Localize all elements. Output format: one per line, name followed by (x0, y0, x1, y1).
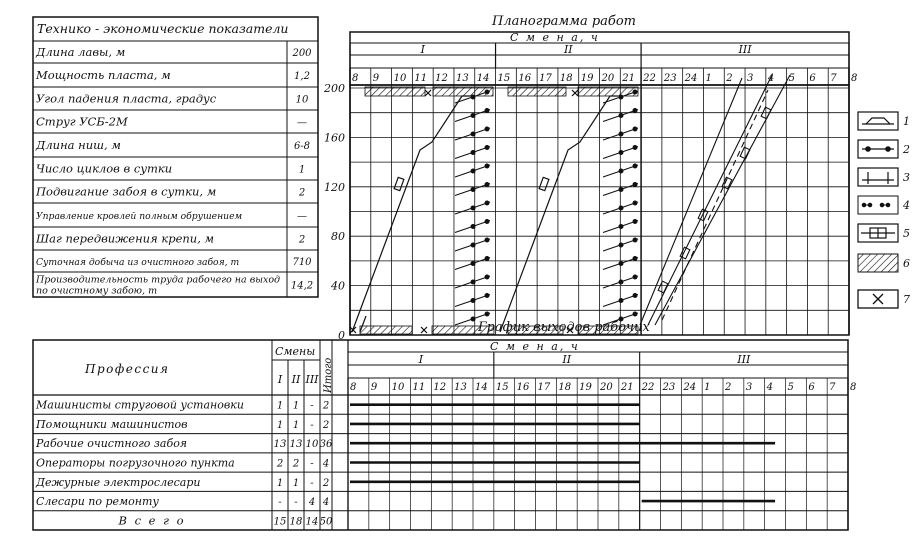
tep-row-value: 10 (295, 94, 309, 106)
sched-hour-label: 12 (433, 382, 447, 393)
plan-hour-label: 13 (455, 73, 469, 84)
tep-row-value: 2 (298, 187, 306, 199)
total-count: 2 (322, 419, 330, 431)
legend-number: 4 (903, 199, 910, 212)
shift-count: - (310, 477, 314, 489)
shift-count: 1 (276, 419, 284, 431)
plan-hour-label: 18 (559, 73, 573, 84)
niche-hatches (360, 87, 638, 334)
legend-number: 2 (903, 143, 910, 156)
sched-hour-label: 5 (787, 382, 794, 393)
shift-count: - (310, 419, 314, 431)
total-count: 50 (319, 516, 333, 528)
plan-hour-label: 16 (518, 73, 532, 84)
shift-count: 1 (292, 419, 300, 431)
legend-icon-plough (858, 112, 898, 130)
sched-shift-col: III (305, 373, 319, 386)
sched-hour-label: 1 (704, 382, 711, 393)
plan-y-tick: 0 (338, 329, 345, 342)
legend-icon-hatch (858, 254, 898, 272)
sched-hour-label: 8 (350, 382, 357, 393)
sched-hour-label: 16 (516, 382, 530, 393)
shift-count: - (278, 497, 282, 509)
sched-hour-label: 24 (683, 382, 697, 393)
planogram-title: Планограмма работ (492, 14, 636, 29)
plan-hour-label: 4 (767, 73, 775, 84)
plan-y-tick: 200 (324, 82, 345, 95)
shift-count: - (294, 497, 298, 509)
tep-row-label: Мощность пласта, м (36, 68, 171, 82)
total-count: 4 (322, 497, 330, 509)
sched-hour-label: 4 (766, 382, 774, 393)
shift-count: 18 (289, 516, 303, 528)
sched-hour-label: 2 (725, 382, 732, 393)
worker-schedule (33, 320, 856, 530)
total-count: 2 (322, 400, 330, 412)
tep-row-value: 1,2 (294, 71, 310, 82)
sched-hour-label: 11 (412, 382, 426, 393)
tep-row-label: Суточная добыча из очистного забоя, т (36, 257, 240, 268)
tep-row-label: Угол падения пласта, градус (36, 91, 217, 106)
shift-count: 10 (305, 439, 319, 451)
sched-shift-label: II (562, 353, 572, 366)
legend (858, 112, 910, 308)
smeny-header: Смены (275, 345, 316, 358)
plan-hour-label: 2 (726, 73, 733, 84)
tep-row-label: Длина ниш, м (36, 138, 121, 152)
shift-count: 4 (308, 497, 316, 509)
plan-hour-label: 8 (352, 73, 359, 84)
planogram-smena-label: С м е н а, ч (510, 31, 600, 44)
sched-hour-label: 13 (454, 382, 467, 393)
planogram (323, 14, 857, 342)
tep-row-value: — (297, 211, 307, 222)
sched-shift-col: I (277, 373, 283, 386)
shift-count: 14 (305, 516, 319, 528)
plan-hour-label: 15 (497, 73, 511, 84)
sched-hour-label: 18 (558, 382, 572, 393)
shift-count: - (310, 458, 314, 470)
profession-name: Операторы погрузочного пункта (36, 456, 235, 470)
sched-shift-col: II (291, 373, 301, 386)
plan-hour-label: 3 (747, 73, 754, 84)
legend-icon-support (858, 168, 898, 186)
total-count: 2 (322, 477, 330, 489)
profession-name: Слесари по ремонту (36, 495, 159, 509)
shift-count: 1 (292, 477, 300, 489)
plan-hour-label: 22 (643, 73, 656, 84)
plan-hour-label: 1 (705, 73, 712, 84)
sched-hour-label: 17 (537, 382, 551, 393)
tep-row-value: 1 (298, 164, 306, 176)
shift-count: - (310, 400, 314, 412)
plan-shift-label: I (420, 43, 425, 56)
sched-hour-label: 21 (620, 382, 634, 393)
plan-y-tick: 160 (324, 131, 345, 145)
profession-name: Машинисты струговой установки (36, 398, 244, 412)
tep-row-value: 6-8 (293, 141, 311, 152)
plan-hour-label: 5 (788, 73, 795, 84)
schedule-title: График выходов рабочих (478, 320, 650, 335)
profession-header: Профессия (85, 362, 170, 376)
tep-row-value: 200 (292, 48, 312, 59)
sched-hour-label: 8 (850, 382, 857, 393)
legend-number: 3 (903, 171, 910, 184)
shift-count: 1 (292, 400, 300, 412)
sched-hour-label: 15 (495, 382, 509, 393)
legend-number: 6 (903, 257, 910, 270)
sched-hour-label: 3 (745, 382, 753, 393)
plan-hour-label: 8 (851, 73, 858, 84)
plan-hour-label: 7 (830, 73, 837, 84)
legend-number: 7 (903, 293, 910, 306)
tep-title: Технико - экономические показатели (37, 21, 289, 36)
plan-y-tick: 120 (324, 180, 345, 194)
plan-hour-label: 19 (580, 73, 594, 84)
legend-icon-cross (858, 290, 898, 308)
plan-hour-label: 6 (809, 73, 816, 84)
plan-hour-label: 24 (684, 73, 698, 84)
tep-row-label: Струг УСБ-2М (36, 114, 128, 129)
tep-table (33, 17, 318, 297)
total-row-label: В с е г о (118, 513, 186, 528)
plan-hour-label: 14 (476, 73, 490, 84)
sched-shift-label: III (737, 353, 751, 366)
sched-hour-label: 23 (662, 382, 676, 393)
shift-count: 1 (276, 400, 284, 412)
plan-hour-label: 21 (622, 73, 636, 84)
plan-shift-label: II (563, 43, 573, 56)
plan-hour-label: 23 (663, 73, 677, 84)
legend-icon-conveyor (858, 224, 898, 242)
sched-hour-label: 6 (808, 382, 815, 393)
legend-icon-double-dots (858, 196, 898, 214)
plan-hour-label: 12 (435, 73, 448, 84)
total-count: 4 (322, 458, 330, 470)
legend-number: 5 (903, 227, 910, 240)
schedule-smena-label: С м е н а, ч (490, 340, 580, 353)
plan-hour-label: 17 (539, 73, 552, 84)
plan-y-tick: 80 (331, 230, 345, 244)
sched-hour-label: 20 (600, 382, 613, 393)
sched-hour-label: 19 (579, 382, 592, 393)
profession-name: Рабочие очистного забоя (36, 437, 188, 451)
tep-row-label: Управление кровлей полным обрушением (36, 211, 243, 222)
sched-shift-label: I (418, 353, 424, 366)
tep-row-value: 710 (292, 257, 312, 268)
tep-row-value: 14,2 (290, 280, 314, 292)
tep-row-value: — (297, 117, 307, 129)
legend-icon-line-dots (858, 140, 898, 158)
plan-hour-label: 9 (372, 73, 380, 84)
shift-count: 13 (273, 439, 287, 451)
tep-row-label: Число циклов в сутки (36, 161, 173, 176)
sched-hour-label: 9 (370, 382, 378, 393)
shift-count: 15 (273, 516, 287, 528)
plan-hour-label: 10 (393, 73, 407, 84)
shift-count: 1 (276, 477, 284, 489)
tep-row-value: 2 (298, 234, 306, 246)
sched-hour-label: 22 (641, 382, 655, 393)
tep-row-label: Подвигание забоя в сутки, м (36, 184, 217, 199)
plan-shift-label: III (738, 43, 752, 56)
legend-number: 1 (903, 115, 910, 128)
profession-name: Дежурные электрослесари (36, 475, 201, 489)
sched-hour-label: 10 (391, 382, 405, 393)
tep-row-label: Производительность труда рабочего на выход по очистному забою, т (36, 274, 281, 297)
total-count: 36 (319, 439, 333, 451)
plan-hour-label: 20 (601, 73, 615, 84)
plan-hour-label: 11 (414, 73, 428, 84)
profession-name: Помощники машинистов (36, 417, 188, 431)
plan-y-tick: 40 (331, 279, 345, 293)
tep-row-label: Длина лавы, м (36, 45, 126, 59)
itogo-header: Итого (323, 357, 334, 393)
shift-count: 13 (289, 439, 303, 451)
shift-count: 2 (276, 458, 284, 470)
sched-hour-label: 7 (829, 382, 836, 393)
sched-hour-label: 14 (475, 382, 488, 393)
shift-count: 2 (292, 458, 300, 470)
tep-row-label: Шаг передвижения крепи, м (36, 231, 215, 246)
